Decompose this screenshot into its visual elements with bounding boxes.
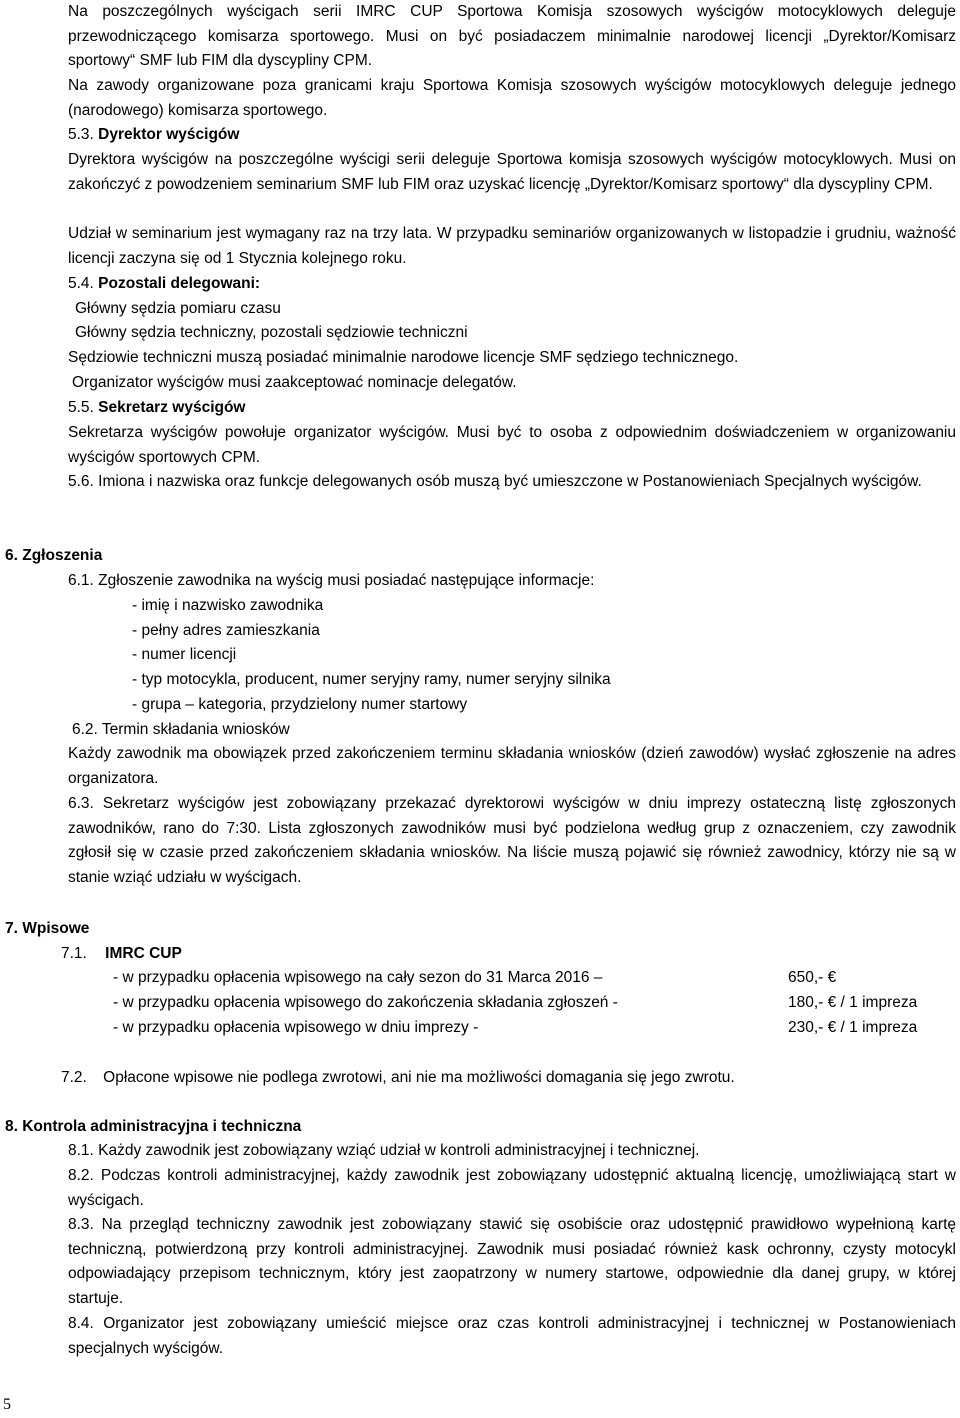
paragraph-6-2: Każdy zawodnik ma obowiązek przed zakończeniem terminu składania wniosków (dzień zawodów) wysłać zgłoszenie na adres organizatora. xyxy=(68,745,956,787)
paragraph-8-4: 8.4. Organizator jest zobowiązany umieścić miejsce oraz czas kontroli administracyjnej i technicznej w Postanowieniach specjalnych wyścigów. xyxy=(68,1315,956,1357)
paragraph-7-2 xyxy=(61,1066,735,1091)
heading-title: Dyrektor wyścigów xyxy=(98,126,240,143)
delegate-line: Organizator wyścigów musi zaakceptować nominacje delegatów. xyxy=(72,374,517,391)
heading-number: 5.5. xyxy=(68,399,94,416)
section-title-8: 8. Kontrola administracyjna i techniczna xyxy=(5,1118,302,1135)
delegate-line: Główny sędzia pomiaru czasu xyxy=(75,300,281,317)
fee-description: - w przypadku opłacenia wpisowego na cały sezon do 31 Marca 2016 – xyxy=(113,969,603,986)
heading-6-2: 6.2. Termin składania wniosków xyxy=(72,721,290,738)
paragraph-text: Opłacone wpisowe nie podlega zwrotowi, ani nie ma możliwości domagania się jego zwrotu. xyxy=(103,1069,735,1086)
page-number: 5 xyxy=(3,1396,11,1413)
paragraph-8-2: 8.2. Podczas kontroli administracyjnej, każdy zawodnik jest zobowiązany udostępnić aktualną licencję, umożliwiającą start w wyścigach. xyxy=(68,1167,956,1209)
heading-title: IMRC CUP xyxy=(105,945,182,962)
heading-number: 7.1. xyxy=(61,945,87,962)
heading-5-4 xyxy=(68,272,260,297)
delegate-line: Sędziowie techniczni muszą posiadać minimalnie narodowe licencje SMF sędziego technicznego. xyxy=(68,349,739,366)
paragraph-5-2-delegation: Na poszczególnych wyścigach serii IMRC CUP Sportowa Komisja szosowych wyścigów motocyklowych deleguje przewodniczącego komisarza sportowego. Musi on być posiadaczem minimalnie narodowej licencji „Dyrektor/Komisarz sportowy“ SMF lub FIM dla dyscypliny CPM. xyxy=(68,3,956,70)
fee-amount: 650,- € xyxy=(788,969,837,986)
fee-amount: 230,- € / 1 impreza xyxy=(788,1019,918,1036)
paragraph-5-3-seminar: Udział w seminarium jest wymagany raz na trzy lata. W przypadku seminariów organizowanych w listopadzie i grudniu, ważność licencji zaczyna się od 1 Stycznia kolejnego roku. xyxy=(68,225,956,267)
heading-number: 5.4. xyxy=(68,275,94,292)
paragraph-5-5-secretary: Sekretarza wyścigów powołuje organizator wyścigów. Musi być to osoba z odpowiednim doświadczeniem w organizowaniu wyścigów sportowych CPM. xyxy=(68,424,956,466)
heading-title: Sekretarz wyścigów xyxy=(98,399,246,416)
list-item: - pełny adres zamieszkania xyxy=(132,622,320,639)
heading-5-3 xyxy=(68,123,239,148)
fee-description: - w przypadku opłacenia wpisowego w dniu imprezy - xyxy=(113,1019,479,1036)
section-title-6: 6. Zgłoszenia xyxy=(5,547,103,564)
delegate-line: Główny sędzia techniczny, pozostali sędziowie techniczni xyxy=(75,324,468,341)
list-item: - typ motocykla, producent, numer seryjny ramy, numer seryjny silnika xyxy=(132,671,611,688)
fee-description: - w przypadku opłacenia wpisowego do zakończenia składania zgłoszeń - xyxy=(113,994,618,1011)
paragraph-5-6: 5.6. Imiona i nazwiska oraz funkcje delegowanych osób muszą być umieszczone w Postanowieniach Specjalnych wyścigów. xyxy=(68,473,922,490)
fee-amount: 180,- € / 1 impreza xyxy=(788,994,918,1011)
paragraph-8-3: 8.3. Na przegląd techniczny zawodnik jest zobowiązany stawić się osobiście oraz udostępnić prawidłowo wypełnioną kartę techniczną, potwierdzoną przy kontroli administracyjnej. Zawodnik musi posiadać również kask ochronny, czysty motocykl odpowiadający przepisom technicznym, który jest zaopatrzony w numery startowe, odpowiednie dla danej grupy, w której startuje. xyxy=(68,1216,956,1307)
paragraph-5-3-director: Dyrektora wyścigów na poszczególne wyścigi serii deleguje Sportowa komisja szosowych wyścigów motocyklowych. Musi on zakończyć z powodzeniem seminarium SMF lub FIM oraz uzyskać licencję „Dyrektor/Komisarz sportowy“ dla dyscypliny CPM. xyxy=(68,151,956,193)
heading-title: Pozostali delegowani: xyxy=(98,275,261,292)
paragraph-6-1: 6.1. Zgłoszenie zawodnika na wyścig musi posiadać następujące informacje: xyxy=(68,572,595,589)
list-item: - imię i nazwisko zawodnika xyxy=(132,597,324,614)
heading-5-5 xyxy=(68,396,246,421)
heading-number: 5.3. xyxy=(68,126,94,143)
section-title-7: 7. Wpisowe xyxy=(5,920,90,937)
list-item: - grupa – kategoria, przydzielony numer startowy xyxy=(132,696,468,713)
fee-heading-7-1 xyxy=(61,942,182,967)
paragraph-5-2-abroad: Na zawody organizowane poza granicami kraju Sportowa Komisja szosowych wyścigów motocyklowych deleguje jednego (narodowego) komisarza sportowego. xyxy=(68,77,956,119)
paragraph-6-3: 6.3. Sekretarz wyścigów jest zobowiązany przekazać dyrektorowi wyścigów w dniu imprezy ostateczną listę zgłoszonych zawodników, rano do 7:30. Lista zgłoszonych zawodników musi być podzielona według grup z oznaczeniem, czy zawodnik zgłosił się w czasie przed zakończeniem składania wniosków. Na liście muszą pojawić się również zawodnicy, którzy nie są w stanie wziąć udziału w wyścigach. xyxy=(68,795,956,886)
list-item: - numer licencji xyxy=(132,646,237,663)
paragraph-8-1: 8.1. Każdy zawodnik jest zobowiązany wziąć udział w kontroli administracyjnej i technicznej. xyxy=(68,1142,700,1159)
paragraph-number: 7.2. xyxy=(61,1069,87,1086)
